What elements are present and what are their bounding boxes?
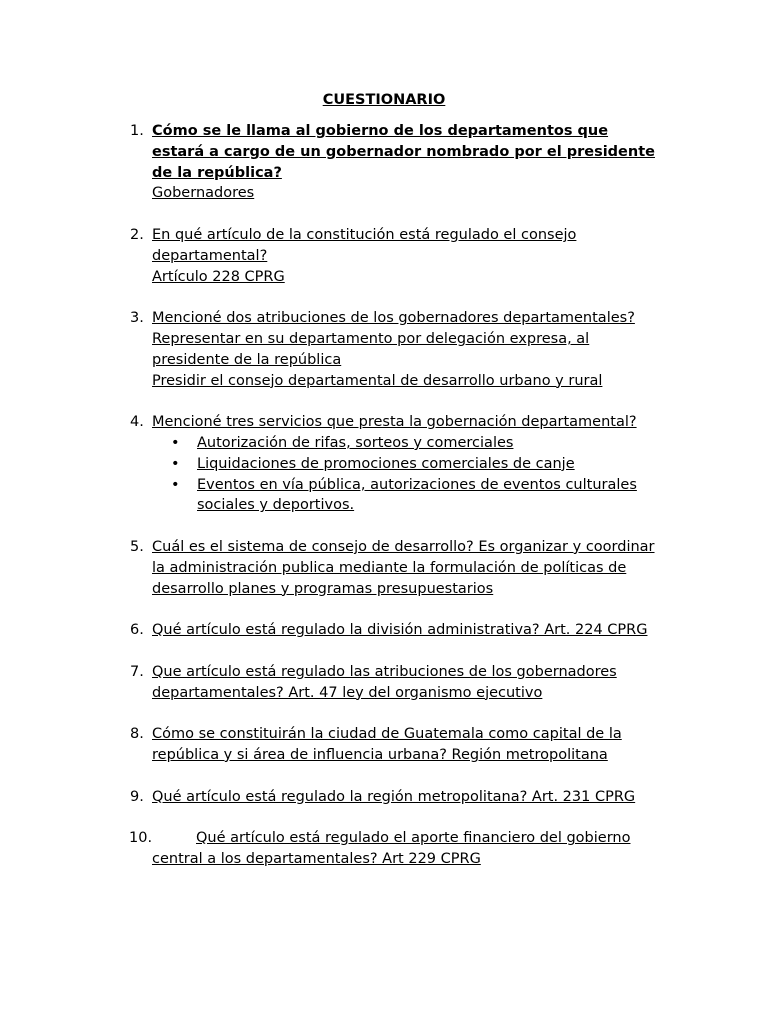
bullet-icon: • xyxy=(171,455,180,472)
question-answer-text: Cómo se constituirán la ciudad de Guatemala como capital de la república y si área de influencia urbana? Región metropolitana xyxy=(152,726,622,763)
question-text: Cómo se le llama al gobierno de los departamentos que estará a cargo de un gobernador nombrado por el presidente de la república? xyxy=(152,123,655,181)
item-number: 1. xyxy=(130,123,144,139)
item-number: 8. xyxy=(130,726,144,743)
question-item-3 xyxy=(0,308,662,391)
item-number: 5. xyxy=(130,538,144,555)
question-item-4 xyxy=(0,412,662,516)
question-answer-text: Qué artículo está regulado el aporte financiero del gobierno xyxy=(196,830,631,847)
bullet-item xyxy=(152,475,667,517)
question-answer-text: Que artículo está regulado las atribuciones de los gobernadores departamentales? Art. 47 ley del organismo ejecutivo xyxy=(152,663,617,701)
bullet-text: Eventos en vía pública, autorizaciones de eventos culturales sociales y deportivos. xyxy=(197,476,637,514)
questionnaire-list xyxy=(0,121,768,890)
answer-text: Gobernadores xyxy=(152,185,255,202)
question-item-5 xyxy=(0,537,662,599)
bullet-text: Autorización de rifas, sorteos y comerciales xyxy=(197,434,514,451)
item-number: 9. xyxy=(130,788,144,805)
bullet-item xyxy=(152,433,667,454)
bullet-text: Liquidaciones de promociones comerciales de canje xyxy=(197,455,575,472)
document-title: CUESTIONARIO xyxy=(322,92,446,108)
item-number: 7. xyxy=(130,663,144,680)
question-text: En qué artículo de la constitución está regulado el consejo departamental? xyxy=(152,226,577,264)
question-item-10 xyxy=(0,828,662,870)
answer-text: Representar en su departamento por delegación expresa, al presidente de la república xyxy=(152,330,590,368)
item-number: 2. xyxy=(130,226,144,243)
question-text: Mencioné dos atribuciones de los gobernadores departamentales? xyxy=(152,310,635,327)
question-answer-text: Qué artículo está regulado la región metropolitana? Art. 231 CPRG xyxy=(152,788,636,805)
question-answer-text: central a los departamentales? Art 229 CPRG xyxy=(152,850,481,867)
question-item-8 xyxy=(0,724,662,766)
item-number: 4. xyxy=(130,414,144,431)
question-answer-text: Cuál es el sistema de consejo de desarrollo? Es organizar y coordinar la administración publica mediante la formulación de políticas de desarrollo planes y programas presupuestarios xyxy=(152,538,655,597)
question-item-6 xyxy=(0,620,662,641)
question-item-1 xyxy=(0,121,662,204)
question-item-9 xyxy=(0,787,662,808)
answer-text: Artículo 228 CPRG xyxy=(152,268,285,285)
bullet-icon: • xyxy=(171,434,180,451)
item-number: 10. xyxy=(129,830,153,847)
question-answer-text: Qué artículo está regulado la división administrativa? Art. 224 CPRG xyxy=(152,622,648,639)
item-number: 3. xyxy=(130,310,144,327)
bullet-item xyxy=(152,454,667,475)
item-number: 6. xyxy=(130,622,144,639)
answer-text: Presidir el consejo departamental de desarrollo urbano y rural xyxy=(152,372,603,389)
question-item-2 xyxy=(0,225,662,287)
bullet-icon: • xyxy=(171,476,180,493)
question-item-7 xyxy=(0,662,662,704)
question-text: Mencioné tres servicios que presta la gobernación departamental? xyxy=(152,414,637,431)
bullet-list xyxy=(152,433,662,516)
